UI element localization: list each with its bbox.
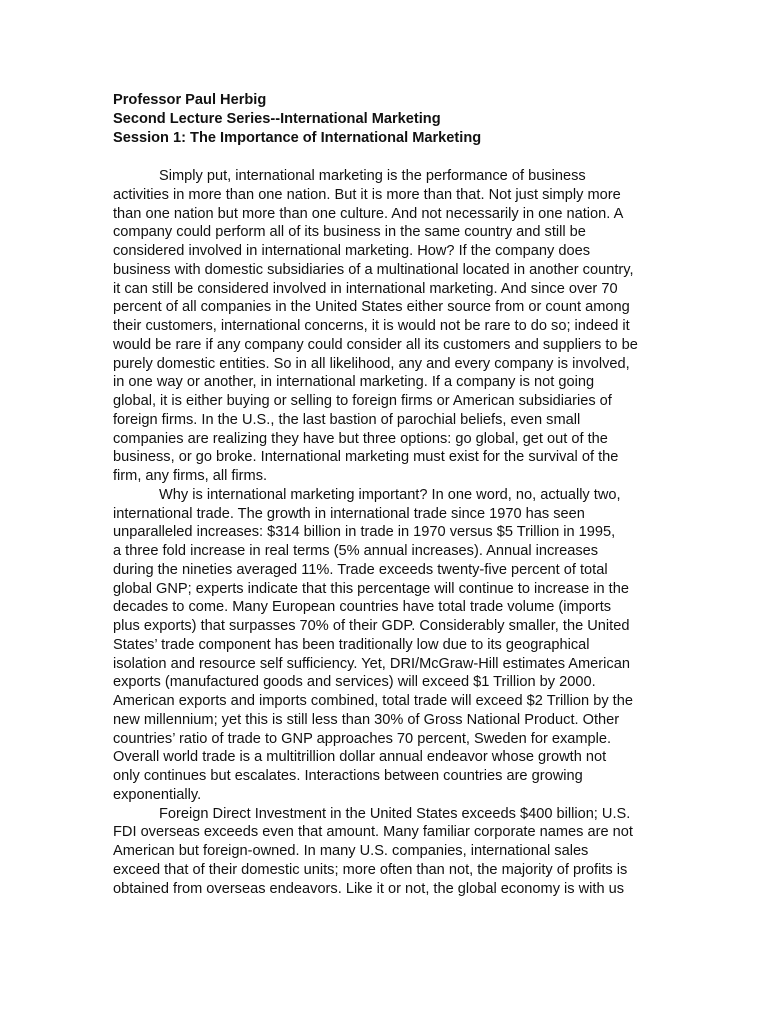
body-text-line: States’ trade component has been traditionally low due to its geographical (113, 636, 590, 653)
body-text-line: exponentially. (113, 786, 202, 803)
body-text-line: American but foreign-owned. In many U.S. companies, international sales (113, 843, 589, 859)
body-text-line: activities in more than one nation. But it is more than that. Not just simply more (113, 186, 621, 203)
body-text-line: Overall world trade is a multitrillion dollar annual endeavor whose growth not (113, 749, 607, 766)
body-text-line: only continues but escalates. Interactions between countries are growing (113, 768, 583, 784)
body-text-line: obtained from overseas endeavors. Like it or not, the global economy is with us (113, 880, 625, 897)
body-text-line: exports (manufactured goods and services) will exceed $1 Trillion by 2000. (113, 674, 596, 691)
document-page (113, 91, 658, 898)
body-text-line: countries’ ratio of trade to GNP approaches 70 percent, Sweden for example. (113, 730, 612, 747)
body-text-line: companies are realizing they have but three options: go global, get out of the (113, 430, 608, 447)
body-text-line: business, or go broke. International marketing must exist for the survival of the (113, 449, 619, 466)
body-text-line: unparalleled increases: $314 billion in trade in 1970 versus $5 Trillion in 1995, (113, 524, 616, 541)
body-text-line: new millennium; yet this is still less than 30% of Gross National Product. Other (113, 711, 620, 728)
body-text-line: Why is international marketing important? In one word, no, actually two, (159, 486, 621, 503)
body-text-line: considered involved in international marketing. How? If the company does (113, 243, 590, 259)
body-text-line: business with domestic subsidiaries of a multinational located in another country, (113, 261, 634, 278)
body-text-line: percent of all companies in the United States either source from or count among (113, 299, 630, 316)
body-text-line: Foreign Direct Investment in the United States exceeds $400 billion; U.S. (159, 805, 631, 822)
body-text-line: firm, any firms, all firms. (113, 468, 268, 484)
body-text-line: than one nation but more than one culture. And not necessarily in one nation. A (113, 205, 624, 222)
body-text-line: a three fold increase in real terms (5% annual increases). Annual increases (113, 543, 599, 559)
body-text-line: during the nineties averaged 11%. Trade exceeds twenty-five percent of total (113, 561, 608, 578)
lecture-series-title: Second Lecture Series--International Marketing (113, 111, 441, 127)
body-text-line: in one way or another, in international marketing. If a company is not going (113, 374, 595, 391)
body-text-line: FDI overseas exceeds even that amount. Many familiar corporate names are not (113, 824, 633, 841)
body-text-line: foreign firms. In the U.S., the last bastion of parochial beliefs, even small (113, 411, 581, 428)
body-text-line: decades to come. Many European countries have total trade volume (imports (113, 599, 612, 616)
body-text-line: it can still be considered involved in international marketing. And since over 70 (113, 280, 618, 297)
body-text-line: Simply put, international marketing is the performance of business (159, 168, 586, 184)
author-name: Professor Paul Herbig (113, 92, 267, 108)
body-text-line: company could perform all of its business in the same country and still be (113, 224, 586, 241)
body-text-line: purely domestic entities. So in all likelihood, any and every company is involved, (113, 355, 630, 372)
body-text-line: exceed that of their domestic units; more often than not, the majority of profits is (113, 861, 628, 878)
session-title: Session 1: The Importance of International Marketing (113, 130, 482, 146)
body-text-line: their customers, international concerns, it is would not be rare to do so; indeed it (113, 318, 630, 334)
document-body (113, 167, 658, 898)
body-text-line: global, it is either buying or selling to foreign firms or American subsidiaries of (113, 393, 612, 409)
body-text-line: isolation and resource self sufficiency. Yet, DRI/McGraw-Hill estimates American (113, 655, 630, 672)
body-text-line: American exports and imports combined, total trade will exceed $2 Trillion by the (113, 693, 633, 709)
body-text-line: would be rare if any company could consider all its customers and suppliers to be (113, 336, 638, 353)
body-text-line: global GNP; experts indicate that this percentage will continue to increase in the (113, 580, 629, 597)
document-header (113, 91, 658, 148)
body-text-line: plus exports) that surpasses 70% of their GDP. Considerably smaller, the United (113, 618, 630, 634)
body-text-line: international trade. The growth in international trade since 1970 has seen (113, 505, 585, 522)
